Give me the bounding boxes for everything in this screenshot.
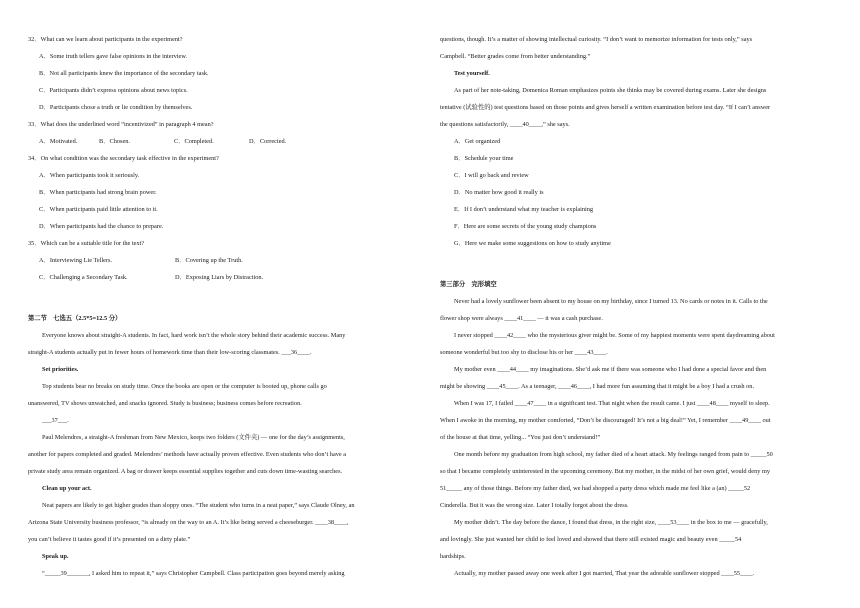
cloze-line: and lovingly. She just wanted her child to feel loved and showed that there still existed magic and beauty even _____54 — [440, 535, 742, 543]
question-33-option-a: A．Motivated. — [39, 137, 78, 145]
cloze-line: 51_____ any of those things. Before my father died, we had shopped a party dress which made me feel like a (an) _____52 — [440, 484, 751, 492]
passage-line: straight-A students actually put in fewer hours of homework time than their low-scoring classmates. ___36____. — [28, 348, 312, 356]
question-34-option-d: D．When participants had the chance to prepare. — [39, 222, 164, 230]
passage-line: unanswered, TV shows unwatched, and snacks ignored. Study is business; business comes before recreation. — [28, 399, 302, 407]
cloze-line: flower shop were always ____41____ — it was a cash purchase. — [440, 314, 603, 322]
question-35-option-d: D．Exposing Liars by Distraction. — [175, 273, 264, 281]
cloze-line: of the house at that time, yelling... “You just don’t understand!” — [440, 433, 601, 441]
passage-line: Arizona State University business professor, “is already on the way to an A. It’s like being served a cheeseburger. ____38____, — [28, 518, 349, 526]
seven-choice-option-d: D．No matter how good it really is — [454, 188, 544, 196]
passage-line: the questions satisfactorily, ____40____,” she says. — [440, 120, 570, 128]
cloze-paragraph: I never stopped ____42____ who the mysterious giver might be. Some of my happiest moments were spent daydreaming about — [454, 331, 775, 339]
cloze-paragraph: My mother even ____44____ my imaginations. She’d ask me if there was someone who I had done a special favor and then — [454, 365, 767, 373]
cloze-line: When I awoke in the morning, my mother comforted, “Don’t be discouraged! It’s not a big deal!” Yet, I remember ____49____ out — [440, 416, 771, 424]
question-32-option-b: B．Not all participants knew the importance of the secondary task. — [39, 69, 209, 77]
passage-line: Campbell. “Better grades come from better understanding.” — [440, 52, 591, 60]
passage-line: private study area remain organized. A bag or drawer keeps essential supplies together and cuts down time-wasting searches. — [28, 467, 343, 475]
question-32-stem: 32．What can we learn about participants in the experiment? — [28, 35, 183, 43]
passage-line: another for papers completed and graded. Melendres’ methods have actually proven effective. Even students who don’t have a — [28, 450, 347, 458]
question-34-option-c: C．When participants paid little attention to it. — [39, 205, 158, 213]
question-32-option-c: C．Participants didn’t express opinions about news topics. — [39, 86, 188, 94]
seven-choice-option-e: E．If I don’t understand what my teacher is explaining — [454, 205, 594, 213]
seven-choice-option-f: F．Here are some secrets of the young study champions — [454, 222, 597, 230]
seven-choice-option-c: C．I will go back and review — [454, 171, 529, 179]
question-34-option-b: B．When participants had strong brain power. — [39, 188, 157, 196]
question-32-option-d: D．Participants chose a truth or lie condition by themselves. — [39, 103, 193, 111]
cloze-paragraph: Actually, my mother passed away one week after I got married, That year the adorable sunflower stopped ____55____. — [454, 569, 755, 577]
question-33-options — [28, 133, 420, 150]
seven-choice-option-b: B．Schedule your time — [454, 154, 514, 162]
passage-line: you can’t believe it tastes good if it’s presented on a dirty plate.” — [28, 535, 191, 543]
question-33-option-b: B．Chosen. — [99, 137, 130, 145]
question-34-option-a: A．When participants took it seriously. — [39, 171, 140, 179]
question-34-stem: 34．On what condition was the secondary task effective in the experiment? — [28, 154, 219, 162]
question-33-stem: 33．What does the underlined word “incentivized” in paragraph 4 mean? — [28, 120, 214, 128]
seven-choice-option-a: A．Get organized — [454, 137, 501, 145]
passage-paragraph: As part of her note-taking, Domenica Roman emphasizes points she thinks may be covered during exams. Later she designs — [454, 86, 767, 94]
question-33-option-c: C．Completed. — [174, 137, 214, 145]
question-35-stem: 35．Which can be a suitable title for the text? — [28, 239, 145, 247]
cloze-paragraph: Never had a lovely sunflower been absent to my house on my birthday, since I turned 13. No cards or notes in it. Calls to the — [454, 297, 768, 305]
passage-paragraph: “_____39_______, I asked him to repeat it,” says Christopher Campbell. Class participation goes beyond merely asking — [42, 569, 345, 577]
passage-paragraph: Paul Melendres, a straight-A freshman from New Mexico, keeps two folders (文件夹) — one for the day’s assignments, — [42, 433, 345, 441]
cloze-line: Cinderella. But it was the wrong size. Later I totally forgot about the dress. — [440, 501, 629, 509]
cloze-line: might be showing ____45____. As a teenager, ____46____, I had more fun assuming that it might be a boy I had a crush on. — [440, 382, 755, 390]
question-35-options-row-2 — [28, 269, 420, 286]
passage-paragraph: Top students bear no breaks on study time. Once the books are open or the computer is booted up, phone calls go — [42, 382, 327, 390]
question-35-option-b: B．Covering up the Truth. — [175, 256, 243, 264]
cloze-line: hardships. — [440, 552, 466, 560]
passage-subheading: Set priorities. — [42, 365, 79, 373]
question-35-option-c: C．Challenging a Secondary Task. — [39, 273, 128, 281]
question-35-option-a: A．Interviewing Lie Tellers. — [39, 256, 113, 264]
section-3-heading: 第三部分 完形填空 — [440, 280, 497, 288]
cloze-line: someone wonderful but too shy to disclose his or her ____43____. — [440, 348, 608, 356]
left-column — [28, 31, 420, 582]
cloze-line: so that I became completely uninterested in the upcoming ceremony. But my mother, in the midst of her own grief, would deny my — [440, 467, 771, 475]
passage-line: questions, though. It’s a matter of showing intellectual curiosity. “I don’t want to memorize information for tests only,” says — [440, 35, 753, 43]
seven-choice-option-g: G．Here we make some suggestions on how to study anytime — [454, 239, 611, 247]
question-33-option-d: D．Corrected. — [249, 137, 287, 145]
passage-subheading: Speak up. — [42, 552, 69, 560]
question-35-options-row-1 — [28, 252, 420, 269]
cloze-paragraph: When I was 17, I failed ____47____ in a significant test. That night when the result came. I just ____48____ myself to sleep. — [454, 399, 770, 407]
passage-subheading: Clean up your act. — [42, 484, 92, 492]
right-column — [440, 31, 836, 582]
passage-paragraph: Neat papers are likely to get higher grades than sloppy ones. “The student who turns in a neat paper,” says Claude Olney, an — [42, 501, 355, 509]
question-32-option-a: A．Some truth tellers gave false opinions in the interview. — [39, 52, 188, 60]
cloze-paragraph: My mother didn’t. The day before the dance, I found that dress, in the right size, ____53____ in the box to me — gracefully, — [454, 518, 768, 526]
section-2-heading: 第二节 七选五（2.5*5=12.5 分） — [28, 314, 122, 322]
passage-blank-37: ___37___. — [42, 416, 69, 424]
passage-paragraph: Everyone knows about straight-A students. In fact, hard work isn’t the whole story behind their academic success. Many — [42, 331, 346, 339]
cloze-paragraph: One month before my graduation from high school, my father died of a heart attack. My feelings ranged from pain to _____50 — [454, 450, 773, 458]
passage-line: tentative (试验性的) test questions based on those points and gives herself a written examination before test day. “If I can’t answer — [440, 103, 771, 111]
passage-subheading: Test yourself. — [454, 69, 490, 77]
spacer — [28, 286, 420, 310]
spacer — [440, 252, 836, 276]
